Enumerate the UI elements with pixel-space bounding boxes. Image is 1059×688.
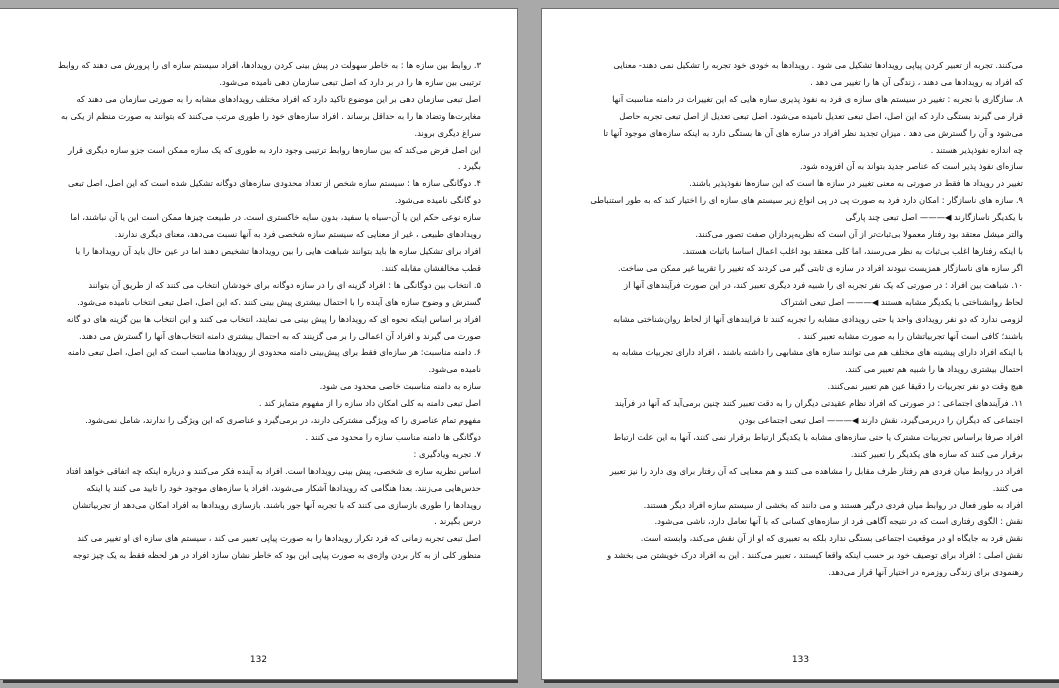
text-line: رهنمودی برای زندگی روزمره در اختیار آنها قرار می‌دهد. (828, 567, 1023, 578)
text-line: هیچ وقت دو نفر تجربیات را دقیقا عین هم تعبیر نمی‌کنند. (827, 381, 1023, 392)
text-line: اصل تبعی دامنه به کلی امکان داد سازه را از مفهوم متمایز کند . (258, 398, 481, 409)
text-line: با یکدیگر ناسازگارند ◀——— اصل تبعی چند پارگی (845, 212, 1023, 223)
text-line: سازه‌ای نفوذ پذیر است که عناصر جدید بتواند به آن افزوده شود. (799, 161, 1023, 172)
text-line: دوگانگی ها دامنه مناسب سازه را محدود می کنند . (305, 431, 481, 442)
text-line: بگیرد . (457, 161, 481, 172)
text-line: صورت می گیرند و افراد آن اعمالی را بر می گزینند که به احتمال بیشتری دامنه انتخاب‌های آنها را گسترش می دهند. (79, 330, 481, 341)
text-line: سازه نوعی حکم این یا آن-سیاه یا سفید، بدون سایه خاکستری است. در طبیعت چیزها ممکن است این یا آن نباشند، اما (70, 212, 481, 223)
text-line: افراد بر اساس اینکه نحوه ای که رویدادها را پیش بینی می نمایند، انتخاب می کنند و این انتخاب ها بین گزینه های دو گانه (66, 313, 481, 324)
text-line: دو گانگی نامیده می‌شود. (394, 195, 481, 206)
text-line: ۱۰. شباهت بین افراد : در صورتی که یک نفر تجربه ای را شبیه فرد دیگری تعبیر کند، در این صورت فرآیندهای آنها از (624, 279, 1023, 290)
text-line: رویدادهای طبیعی ، غیر از معنایی که سیستم سازه شخصی فرد به آنها نسبت می‌دهد، معنای دیگری ندارند. (114, 229, 481, 240)
page-body-text (578, 57, 1023, 581)
text-line: اصل تبعی سازمان دهی بر این موضوع تاکید دارد که افراد مختلف رویدادهای مشابه را به صورتی سازمان می دهند که (76, 93, 481, 104)
text-line: نقش فرد به جایگاه او در موقعیت اجتماعی بستگی ندارد بلکه به تعبیری که او از آن نقش می‌کند، وابسته است. (640, 533, 1023, 544)
text-line: اگر سازه های ناسازگار همزیست نبودند افراد در سازه ی ثابتی گیر می کردند که تغییر را تقریبا غیر ممکن می ساخت. (617, 262, 1023, 273)
text-line: سراغ دیگری بروند. (414, 127, 481, 138)
document-page-right (541, 8, 1059, 680)
text-line: ترتیبی بین سازه ها را در بر دارد که اصل تبعی سازمان دهی نامیده می‌شود. (219, 76, 481, 87)
text-line: اصل تبعی تجربه زمانی که فرد تکرار رویدادها را به صورت پیاپی تعبیر می کند ، سیستم های سازه ای او تغییر می کند (77, 533, 481, 544)
text-line: می‌کنند. تجربه از تعبیر کردن پیاپی رویدادها تشکیل می شود . رویدادها به خودی خود تجربه را تشکیل نمی دهند- معنایی (613, 60, 1023, 70)
page-body-text (36, 57, 481, 564)
text-line: که افراد به رویدادها می دهند ، زندگی آن ها را تغییر می دهد . (810, 76, 1023, 87)
text-line: ۱۱. فرآیندهای اجتماعی : در صورتی که افراد نظام عقیدتی دیگران را به دقت تعبیر کنند چنین برمی‌آید که آنها در فرآیند (614, 398, 1023, 409)
text-line: اساس نظریه سازه ی شخصی، پیش بینی رویدادها است. افراد به آینده فکر می‌کنند و درباره اینکه چه اتفاقی خواهد افتاد (65, 465, 481, 476)
text-line: برقرار می کنند که سازه های یکدیگر را تعبیر کنند. (850, 448, 1023, 459)
text-line: حدس‌هایی می‌زنند. بعدا هنگامی که رویدادها آشکار می‌شوند، افراد یا سازه‌های موجود خود را تایید می کنند یا اینکه (86, 482, 481, 493)
text-line: می کنند. (992, 482, 1023, 493)
document-page-left (0, 8, 518, 680)
text-line: می‌شود و آن را گسترش می دهد . میزان تجدید نظر افراد در سازه های آن ها بستگی دارد به اینکه سازه‌های موجود آنها تا (603, 127, 1023, 138)
text-line: با اینکه افراد دارای پیشینه های مختلف هم می توانند سازه های مشابهی را داشته باشند ، افراد دارای تجربیات مشابه به (611, 347, 1023, 358)
page-gap (518, 0, 541, 688)
text-line: افراد به طور فعال در روابط میان فردی درگیر هستند و می دانند که بخشی از سیستم سازه افراد دیگر هستند. (643, 499, 1023, 510)
text-line: ۹. سازه های ناسازگار : امکان دارد فرد به صورت پی در پی انواع زیر سیستم های سازه ای را اختیار کند که به طور استنباطی (590, 195, 1023, 206)
text-line: با اینکه رفتارها اغلب بی‌ثبات به نظر می‌رسند، اما کلی معتقد بود اغلب اعمال اساسا باثبات هستند. (682, 245, 1023, 256)
page-number: 133 (791, 655, 810, 665)
text-line: افراد برای تشکیل سازه ها باید بتوانند شباهت هایی را بین رویدادها تشخیص دهند اما در عین حال باید آن رویدادها را با (75, 245, 481, 256)
text-line: ۷. تجربه ویادگیری : (413, 448, 481, 459)
text-line: ۳. روابط بین سازه ها : به خاطر سهولت در پیش بینی کردن رویدادها، افراد سیستم سازه ای را پرورش می دهند که روابط (58, 60, 481, 70)
text-line: ۴. دوگانگی سازه ها : سیستم سازه شخص از تعداد محدودی سازه‌های دوگانه تشکیل شده است که این اصل، اصل تبعی (67, 178, 481, 189)
text-line: نقش اصلی : افراد برای توصیف خود بر حسب اینکه واقعا کیستند ، تعبیر می‌کنند . این به افراد درک خویشتن می بخشد و (607, 550, 1023, 561)
page-number: 132 (249, 655, 268, 665)
text-line: افراد صرفا براساس تجربیات مشترک یا حتی سازه‌های مشابه با یکدیگر ارتباط برقرار نمی کنند، آنها به این علت ارتباط (613, 431, 1023, 442)
text-line: چه اندازه نفوذپذیر هستند . (930, 144, 1023, 155)
text-line: باشند؛ کافی است آنها تجربیاتشان را به صورت مشابه تعبیر کنند . (797, 330, 1023, 341)
text-line: قرار می گیرند بستگی دارد که این اصل، اصل تبعی تعدیل نامیده می‌شود. اصل تبعی تعدیل از اصل تبعی تجربه حاصل (619, 110, 1023, 121)
text-line: گسترش و وضوح سازه های آینده را با احتمال بیشتری پیش بینی کنند .که این اصل، اصل تبعی انتخاب نامیده می‌شود. (77, 296, 481, 307)
text-line: قطب مخالفشان مقابله کنند. (381, 262, 481, 273)
text-line: منظور کلی از به کار بردن واژه‌ی به صورت پیاپی این بود که خاطر نشان سازد افراد در هر لحظه فقط به یک چیز توجه (72, 550, 481, 561)
text-line: افراد در روابط میان فردی هم رفتار طرف مقابل را مشاهده می کنند و هم معنایی که آن رفتار برای وی دارد را نیز تعبیر (609, 465, 1023, 476)
text-line: لزومی ندارد که دو نفر رویدادی واحد یا حتی رویدادی مشابه را تجربه کنند تا فرایندهای آنها از لحاظ روان‌شناختی مشابه (613, 313, 1023, 324)
text-line: رویدادها را طوری بازسازی می کنند که با تجربه آنها جور باشند. بازسازی رویدادها به افراد امکان می‌دهد از تجربیاتشان (72, 499, 481, 510)
text-line: والتر میشل معتقد بود رفتار معمولا بی‌ثبات‌تر از آن است که نظریه‌پردازان صفت تصور می‌کنند. (695, 229, 1023, 240)
text-line: تغییر در رویداد ها فقط در صورتی به معنی تغییر در سازه ها است که این سازه‌ها نفوذپذیر باشند. (689, 178, 1023, 189)
text-line: احتمال بیشتری رویداد ها را شبیه هم تعبیر می کنند. (845, 364, 1023, 375)
text-line: مغایرت‌ها وتضاد ها را به حداقل برساند . افراد سازه‌های خود را طوری مرتب می‌کنند که بتوانند به صورت منظم از یکی به (61, 110, 481, 121)
text-line: نامیده می‌شود. (428, 364, 481, 375)
text-line: ۶. دامنه مناسبت: هر سازه‌ای فقط برای پیش‌بینی دامنه محدودی از رویدادها مناسب است که این اصل، اصل تبعی دامنه (67, 347, 481, 358)
text-line: ۵. انتخاب بین دوگانگی ها : افراد گزینه ای را در سازه دوگانه برای خودشان انتخاب می کنند که از طریق آن بتوانند (88, 279, 481, 290)
text-line: اجتماعی که دیگران را دربرمی‌گیرد، نقش دارند ◀——— اصل تبعی اجتماعی بودن (738, 415, 1023, 426)
text-line: این اصل فرض می‌کند که بین سازه‌ها روابط ترتیبی وجود دارد به طوری که یک سازه ممکن است جزو سازه دیگری قرار (68, 144, 481, 155)
text-line: ۸. سازگاری با تجربه : تغییر در سیستم های سازه ی فرد به نفوذ پذیری سازه هایی که این تغییرات در دامنه مناسبت آنها (612, 93, 1023, 104)
text-line: سازه به دامنه مناسبت خاصی محدود می شود. (319, 381, 481, 392)
text-line: درس بگیرند . (434, 516, 481, 527)
text-line: نقش : الگوی رفتاری است که در نتیجه آگاهی فرد از سازه‌های کسانی که با آنها تعامل دارد، ناشی می‌شود. (654, 516, 1023, 527)
text-line: مفهوم تمام عناصری را که ویژگی مشترکی دارند، در برمی‌گیرد و عناصری که این ویژگی را ندارند، شامل نمی‌شود. (85, 415, 481, 426)
text-line: لحاظ روانشناختی با یکدیگر مشابه هستند ◀——— اصل تبعی اشتراک (780, 296, 1023, 307)
